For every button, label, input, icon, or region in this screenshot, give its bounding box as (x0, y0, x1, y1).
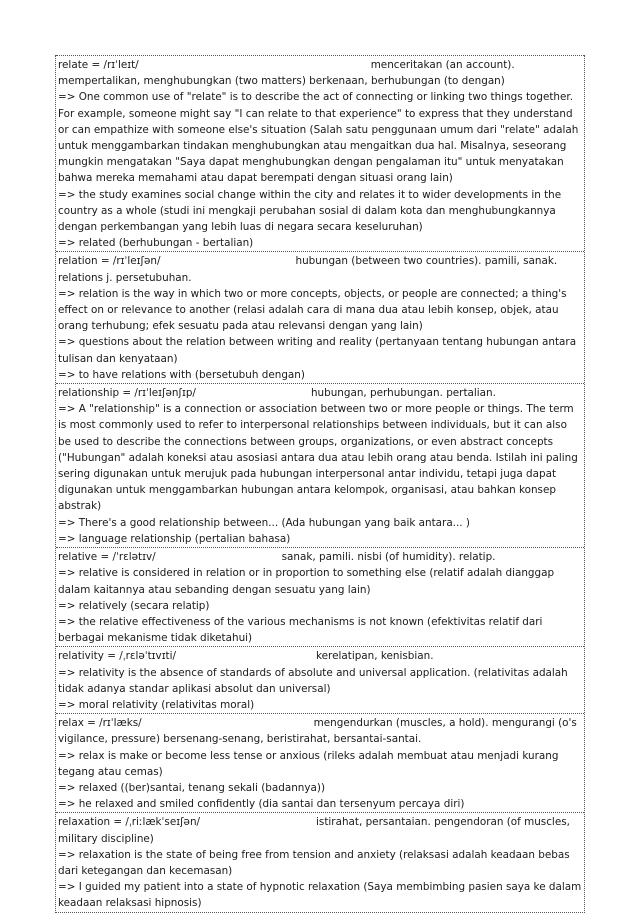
dictionary-entry (56, 251, 584, 383)
entry-heading (58, 385, 582, 401)
entry-meaning: mengendurkan (muscles, a hold). mengurangi (o's vigilance, pressure) bersenang-senang, beristirahat, bersantai-santai. (58, 717, 577, 746)
example-line: => questions about the relation between writing and reality (pertanyaan tentang hubungan antara tulisan dan kenyataan) (58, 336, 577, 365)
entry-heading (58, 549, 582, 565)
example-line: => relax is make or become less tense or anxious (rileks adalah membuat atau menjadi kurang tegang atau cemas) (58, 749, 559, 778)
entry-heading (58, 814, 582, 846)
example-line: => moral relativity (relativitas moral) (58, 698, 255, 711)
entry-heading (58, 253, 582, 285)
entry-term: relativity = /ˌrɛləˈtɪvɪti/ (58, 650, 177, 663)
example-line: => relaxation is the state of being free from tension and anxiety (relaksasi adalah keadaan bebas dari ketegangan dan kecemasan) (58, 848, 570, 877)
entry-meaning: menceritakan (an account). mempertalikan, menghubungkan (two matters) berkenaan, berhubungan (to dengan) (58, 59, 515, 88)
dictionary-entry (56, 55, 584, 251)
entry-term: relaxation = /ˌriːlækˈseɪʃən/ (58, 816, 201, 829)
example-line: => language relationship (pertalian bahasa) (58, 532, 291, 545)
dictionary-entry (56, 713, 584, 812)
example-line: => A "relationship" is a connection or association between two or more people or things. The term is most commonly used to refer to interpersonal relationships between individuals, but it can also be used to describe the connections between groups, organizations, or even abstract concepts ("Hubungan" adalah koneksi atau asosiasi antara dua atau lebih orang atau benda. Istilah ini paling sering digunakan untuk merujuk pada hubungan interpersonal antar individu, tetapi juga dapat digunakan untuk menggambarkan hubungan antara kelompok, organisasi, atau bahkan konsep abstrak) (58, 403, 578, 513)
example-line: => relativity is the absence of standards of absolute and universal application. (relativitas adalah tidak adanya standar aplikasi absolut dan universal) (58, 666, 568, 695)
dictionary-entry (56, 812, 584, 911)
dictionary-page (55, 55, 585, 913)
entry-term: relate = /rɪˈleɪt/ (58, 59, 139, 71)
entry-heading (58, 57, 582, 89)
entry-heading (58, 648, 582, 664)
entry-term: relax = /rɪˈlæks/ (58, 717, 142, 730)
entry-meaning: hubungan, perhubungan. pertalian. (310, 387, 496, 400)
example-line: => relatively (secara relatip) (58, 599, 210, 612)
example-line: => I guided my patient into a state of hypnotic relaxation (Saya membimbing pasien saya ke dalam keadaan relaksasi hipnosis) (58, 881, 582, 910)
entry-term: relative = /ˈrɛlətɪv/ (58, 551, 156, 564)
example-line: => related (berhubungan - bertalian) (58, 237, 254, 250)
example-line: => One common use of "relate" is to describe the act of connecting or linking two things together. For example, someone might say "I can relate to that experience" to express that they understand or can empathize with someone else's situation (Salah satu penggunaan umum dari "relate" adalah untuk menggambarkan tindakan menghubungkan atau mengaitkan dua hal. Misalnya, seseorang mungkin mengatakan "Saya dapat menghubungkan dengan pengalaman itu" untuk menyatakan bahwa mereka memahami atau dapat berempati dengan situasi orang lain) (58, 91, 579, 185)
dictionary-entry (56, 547, 584, 646)
example-line: => relative is considered in relation or in proportion to something else (relatif adalah dianggap dalam kaitannya atau sebanding dengan sesuatu yang lain) (58, 567, 555, 596)
entry-meaning: sanak, pamili. nisbi (of humidity). relatip. (281, 551, 496, 564)
entry-heading (58, 715, 582, 747)
entry-meaning: kerelatipan, kenisbian. (316, 650, 434, 663)
example-line: => relaxed ((ber)santai, tenang sekali (badannya)) (58, 781, 326, 794)
example-line: => relation is the way in which two or more concepts, objects, or people are connected; a thing's effect on or relevance to another (relasi adalah cara di mana dua atau lebih konsep, objek, atau orang terhubung; efek sesuatu pada atau relevansi dengan yang lain) (58, 287, 567, 333)
example-line: => There's a good relationship between... (Ada hubungan yang baik antara... ) (58, 516, 470, 529)
entry-term: relation = /rɪˈleɪʃən/ (58, 255, 161, 268)
entry-meaning: istirahat, persantaian. pengendoran (of muscles, military discipline) (58, 816, 570, 845)
example-line: => the relative effectiveness of the various mechanisms is not known (efektivitas relatif dari berbagai mekanisme tidak diketahui) (58, 615, 543, 645)
example-line: => he relaxed and smiled confidently (dia santai dan tersenyum percaya diri) (58, 798, 465, 811)
example-line: => to have relations with (bersetubuh dengan) (58, 368, 305, 381)
entry-term: relationship = /rɪˈleɪʃənʃɪp/ (58, 387, 196, 400)
dictionary-entry (56, 383, 584, 547)
dictionary-entry (56, 646, 584, 713)
example-line: => the study examines social change within the city and relates it to wider developments in the country as a whole (studi ini mengkaji perubahan sosial di dalam kota dan menghubungkannya dengan perkembangan yang lebih luas di negara secara keseluruhan) (58, 188, 562, 234)
entry-meaning: hubungan (between two countries). pamili, sanak. relations j. persetubuhan. (58, 255, 558, 284)
